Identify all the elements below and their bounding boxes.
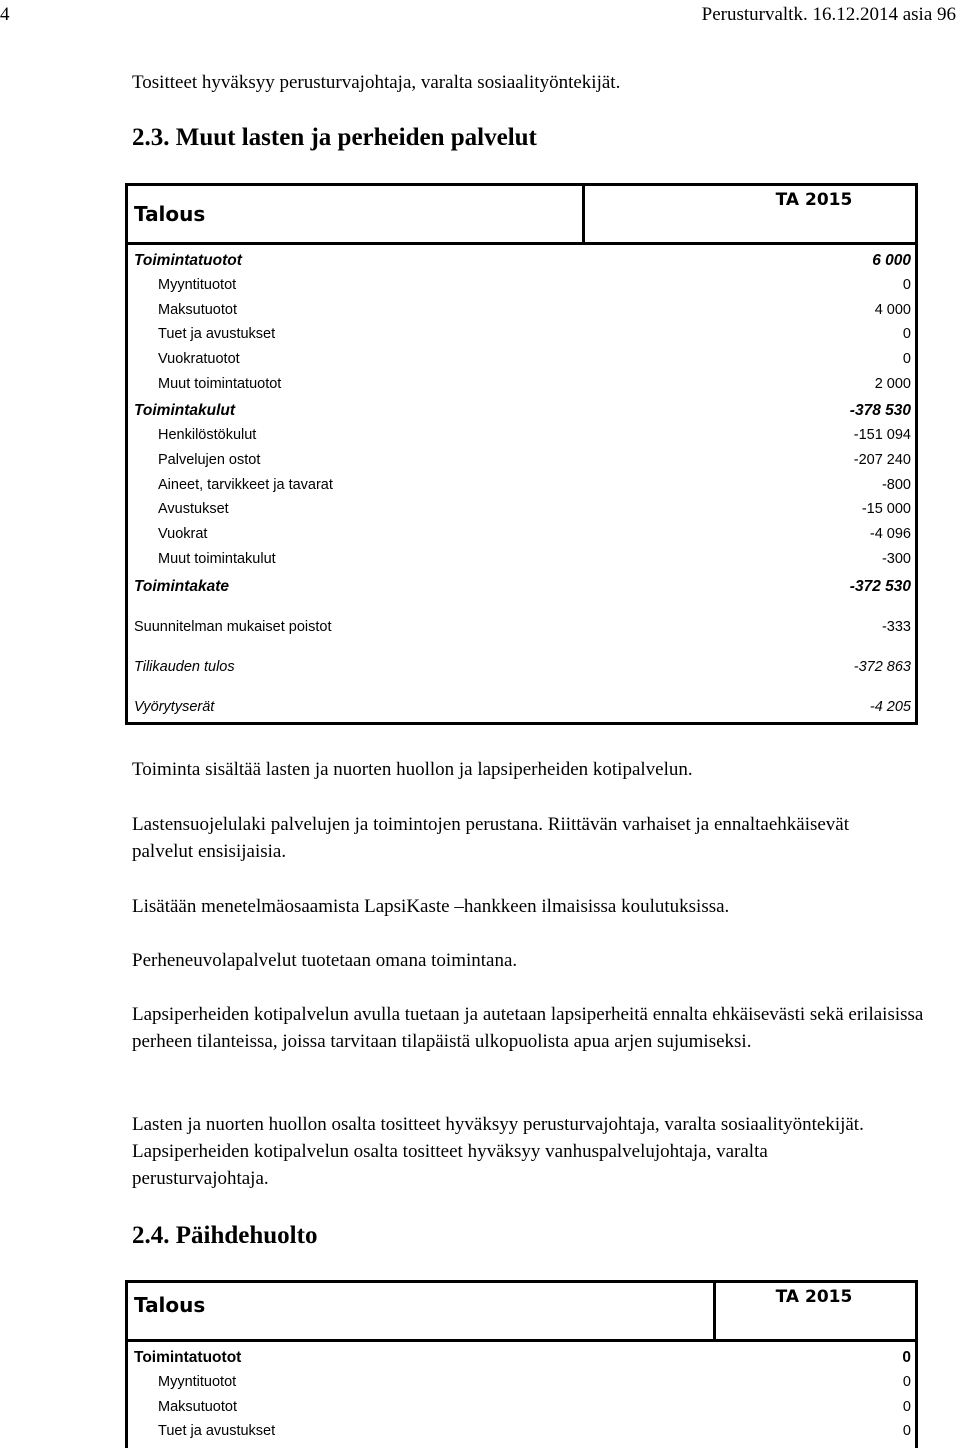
row-value: -372 530: [849, 578, 911, 595]
intro-text: Tositteet hyväksyy perusturvajohtaja, varalta sosiaalityöntekijät.: [132, 72, 621, 93]
column-header: TA 2015: [775, 190, 853, 210]
row-label: Suunnitelman mukaiset poistot: [134, 619, 332, 635]
paragraph: Lastensuojelulaki palvelujen ja toimintojen perustana. Riittävän varhaiset ja ennaltaehkäisevät palvelut ensisijaisia.: [132, 814, 850, 862]
row-value: -378 530: [849, 402, 911, 419]
row-label: Toimintakulut: [134, 402, 236, 419]
row-value: -300: [881, 551, 911, 567]
table-row: [128, 298, 915, 322]
running-header: Perusturvaltk. 16.12.2014 asia 96: [701, 4, 956, 25]
table-header: [128, 186, 915, 245]
section-heading-2-4: 2.4. Päihdehuolto: [132, 1222, 318, 1249]
table-row: [128, 1345, 915, 1369]
row-label: Vuokratuotot: [158, 351, 240, 367]
table-row: [128, 547, 915, 571]
header-divider: [582, 186, 585, 242]
table-row: [128, 695, 915, 719]
row-label: Tuet ja avustukset: [158, 1423, 276, 1439]
row-value: 0: [902, 1399, 911, 1415]
table-row: [128, 1395, 915, 1419]
row-label: Muut toimintatuotot: [158, 376, 282, 392]
paragraph: Lapsiperheiden kotipalvelun avulla tuetaan ja autetaan lapsiperheitä ennalta ehkäisevästi sekä erilaisissa perheen tilanteissa, joissa tarvitaan tilapäistä ulkopuolista apua arjen sujumiseksi.: [132, 1004, 924, 1052]
row-label: Henkilöstökulut: [158, 427, 257, 443]
table-row: [128, 248, 915, 272]
table-row: [128, 615, 915, 639]
row-label: Myyntituotot: [158, 1374, 237, 1390]
row-value: 0: [902, 277, 911, 293]
table-row: [128, 655, 915, 679]
row-label: Tilikauden tulos: [134, 659, 235, 675]
table-title: Talous: [134, 202, 206, 226]
row-label: Aineet, tarvikkeet ja tavarat: [158, 477, 333, 493]
table-row: [128, 273, 915, 297]
table-row: [128, 372, 915, 396]
row-value: 6 000: [872, 252, 911, 269]
row-value: 0: [902, 1374, 911, 1390]
budget-table-2-4: [125, 1280, 918, 1448]
row-value: -333: [881, 619, 911, 635]
table-row: [128, 347, 915, 371]
table-row: [128, 448, 915, 472]
table-row: [128, 1419, 915, 1443]
row-value: -151 094: [853, 427, 911, 443]
table-row: [128, 574, 915, 598]
budget-table-2-3: [125, 183, 918, 725]
row-value: 2 000: [874, 376, 911, 392]
table-row: [128, 423, 915, 447]
row-label: Maksutuotot: [158, 302, 237, 318]
table-row: [128, 322, 915, 346]
row-value: 0: [902, 326, 911, 342]
row-value: -15 000: [861, 501, 911, 517]
table-row: [128, 1370, 915, 1394]
row-value: -4 096: [869, 526, 911, 542]
row-label: Avustukset: [158, 501, 229, 517]
paragraph: Toiminta sisältää lasten ja nuorten huollon ja lapsiperheiden kotipalvelun.: [132, 759, 693, 780]
section-heading-2-3: 2.3. Muut lasten ja perheiden palvelut: [132, 124, 537, 151]
table-row: [128, 398, 915, 422]
paragraph: Perheneuvolapalvelut tuotetaan omana toimintana.: [132, 950, 518, 971]
row-label: Muut toimintakulut: [158, 551, 276, 567]
row-value: -372 863: [853, 659, 911, 675]
table-header: [128, 1283, 915, 1342]
row-label: Toimintatuotot: [134, 1349, 242, 1366]
row-label: Maksutuotot: [158, 1399, 237, 1415]
page-number: 4: [0, 4, 10, 25]
row-value: -207 240: [853, 452, 911, 468]
paragraph: Lasten ja nuorten huollon osalta tositteet hyväksyy perusturvajohtaja, varalta sosiaalityöntekijät. Lapsiperheiden kotipalvelun osalta tositteet hyväksyy vanhuspalvelujohtaja, varalta perusturvajohtaja.: [132, 1114, 864, 1189]
row-value: -800: [881, 477, 911, 493]
row-label: Tuet ja avustukset: [158, 326, 276, 342]
row-value: 0: [902, 1423, 911, 1439]
paragraph: Lisätään menetelmäosaamista LapsiKaste –hankkeen ilmaisissa koulutuksissa.: [132, 896, 730, 917]
table-row: [128, 497, 915, 521]
row-value: -4 205: [869, 699, 911, 715]
row-label: Toimintatuotot: [134, 252, 242, 269]
table-row: [128, 473, 915, 497]
table-row: [128, 522, 915, 546]
column-header: TA 2015: [775, 1287, 853, 1307]
row-label: Myyntituotot: [158, 277, 237, 293]
row-label: Vuokrat: [158, 526, 208, 542]
row-label: Palvelujen ostot: [158, 452, 261, 468]
row-value: 0: [902, 351, 911, 367]
row-label: Toimintakate: [134, 578, 230, 595]
table-title: Talous: [134, 1293, 206, 1317]
row-value: 0: [902, 1349, 911, 1366]
row-label: Vyörytyserät: [134, 699, 215, 715]
row-value: 4 000: [874, 302, 911, 318]
